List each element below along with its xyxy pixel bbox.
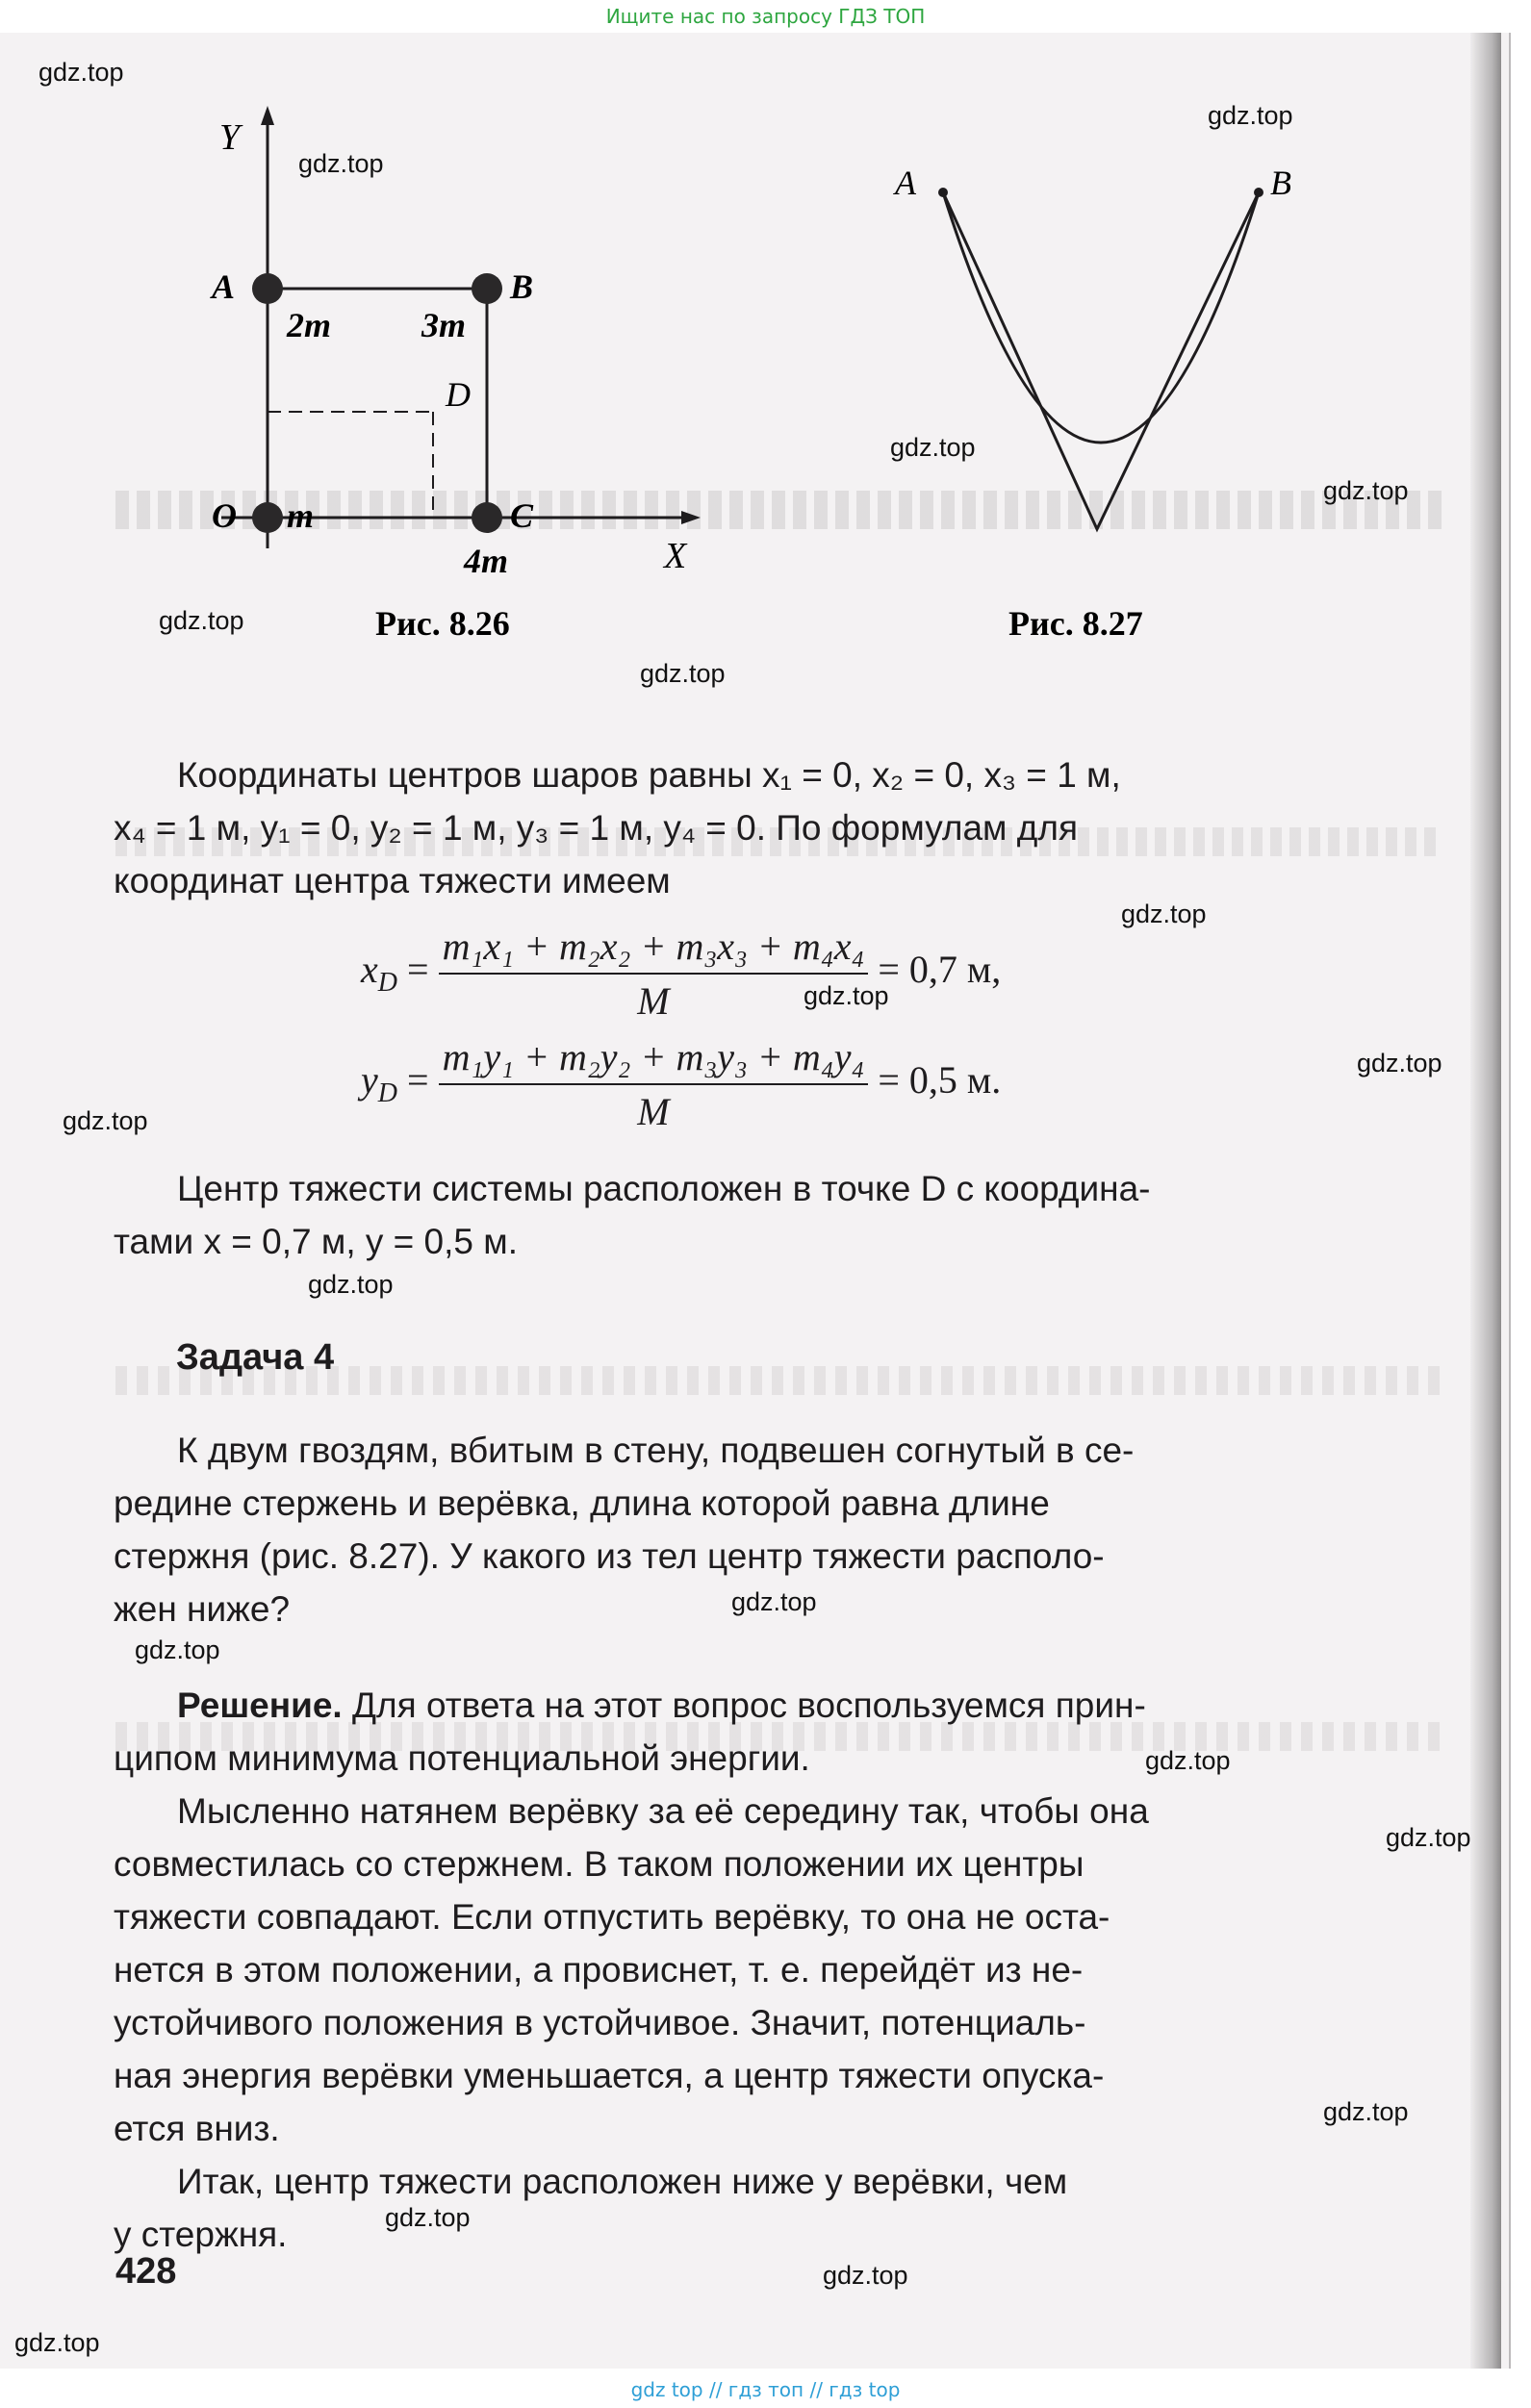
- formula-yd-numerator: m₁y₁ + m₂y₂ + m₃y₃ + m₄y₄: [439, 1034, 869, 1085]
- axis-y-label: Y: [219, 117, 241, 158]
- paragraph-reasoning: [114, 1785, 1386, 2155]
- watermark: gdz.top: [823, 2261, 908, 2290]
- para3-line5: устойчивого положения в устойчивое. Значит, потенциаль-: [114, 2003, 1086, 2042]
- ball-a: [252, 273, 283, 304]
- watermark: gdz.top: [1121, 900, 1207, 928]
- rope: [943, 192, 1259, 443]
- mass-m: m: [287, 496, 315, 535]
- problem-heading: Задача 4: [176, 1337, 335, 1378]
- x-axis-arrow: [681, 511, 701, 524]
- para1-line3: координат центра тяжести имеем: [114, 861, 671, 900]
- top-banner[interactable]: Ищите нас по запросу ГДЗ ТОП: [605, 5, 926, 28]
- watermark: gdz.top: [890, 433, 976, 462]
- watermark: gdz.top: [1323, 476, 1409, 505]
- page-edge: [1470, 33, 1501, 2369]
- point-a-label-827: A: [895, 164, 916, 202]
- figure-8-27: [885, 154, 1366, 654]
- formula-xd: $x_D$ = $\frac{\text{m₁x₁ + m₂x₂ + m₃x₃ + m₄x₄}}{M}$ = 0,7 м,: [361, 925, 1002, 1023]
- watermark: gdz.top: [1208, 101, 1293, 130]
- point-c-label: C: [510, 496, 534, 535]
- formula-yd-denominator: M: [637, 1090, 670, 1133]
- watermark: gdz.top: [640, 659, 726, 688]
- solution-line2: ципом минимума потенциальной энергии.: [114, 1738, 810, 1778]
- solution-line1: Для ответа на этот вопрос воспользуемся прин-: [342, 1686, 1146, 1725]
- problem-line3: стержня (рис. 8.27). У какого из тел центр тяжести располо-: [114, 1536, 1105, 1576]
- para3-line3: тяжести совпадают. Если отпустить верёвку, то она не оста-: [114, 1897, 1110, 1937]
- watermark: gdz.top: [63, 1106, 148, 1135]
- formula-yd-lhs: y: [361, 1058, 378, 1103]
- para2-line1: Центр тяжести системы расположен в точке D с координа-: [177, 1169, 1151, 1208]
- y-axis-arrow: [261, 106, 274, 125]
- watermark: gdz.top: [385, 2203, 471, 2232]
- watermark: gdz.top: [308, 1270, 394, 1299]
- formula-xd-sub: D: [377, 968, 397, 999]
- point-b-label: B: [510, 267, 534, 306]
- formula-xd-denominator: M: [637, 979, 670, 1023]
- para3-line1: Мысленно натянем верёвку за её середину так, чтобы она: [177, 1791, 1149, 1831]
- para3-line6: ная энергия верёвки уменьшается, а центр тяжести опуска-: [114, 2056, 1105, 2095]
- ball-c: [472, 502, 502, 533]
- paragraph-center-of-gravity: [114, 1162, 1386, 1268]
- para2-line2: тами x = 0,7 м, y = 0,5 м.: [114, 1222, 518, 1261]
- page-number: 428: [115, 2251, 177, 2292]
- problem-line2: редине стержень и верёвка, длина которой равна длине: [114, 1483, 1050, 1523]
- para4-line1: Итак, центр тяжести расположен ниже у верёвки, чем: [177, 2162, 1068, 2201]
- para3-line2: совместилась со стержнем. В таком положении их центры: [114, 1844, 1084, 1884]
- formula-yd-result: = 0,5 м.: [878, 1058, 1002, 1103]
- paragraph-coordinates: [114, 748, 1386, 907]
- watermark: gdz.top: [298, 149, 384, 178]
- watermark: gdz.top: [731, 1587, 817, 1616]
- watermark: gdz.top: [135, 1635, 220, 1664]
- watermark: gdz.top: [1323, 2097, 1409, 2126]
- point-d-label: D: [446, 375, 471, 414]
- point-a-label: A: [212, 267, 236, 306]
- caption-fig-8-26: Рис. 8.26: [375, 604, 510, 643]
- caption-fig-8-27: Рис. 8.27: [1008, 604, 1143, 643]
- watermark: gdz.top: [1145, 1746, 1231, 1775]
- para1-line2: x₄ = 1 м, y₁ = 0, y₂ = 1 м, y₃ = 1 м, y₄ = 0. По формулам для: [114, 808, 1078, 848]
- point-o-label: O: [212, 496, 237, 535]
- watermark: gdz.top: [38, 58, 124, 87]
- watermark: gdz.top: [1386, 1823, 1471, 1852]
- solution-label: Решение.: [177, 1686, 343, 1725]
- problem-line4: жен ниже?: [114, 1589, 291, 1629]
- paragraph-conclusion: [114, 2155, 1386, 2261]
- mass-2m: 2m: [287, 306, 332, 344]
- axis-x-label: X: [664, 536, 687, 576]
- problem-line1: К двум гвоздям, вбитым в стену, подвешен согнутый в се-: [177, 1431, 1135, 1470]
- formula-xd-numerator: m₁x₁ + m₂x₂ + m₃x₃ + m₄x₄: [439, 924, 869, 975]
- formula-yd-sub: D: [377, 1078, 397, 1109]
- para4-line2: у стержня.: [114, 2215, 288, 2254]
- watermark: gdz.top: [804, 981, 889, 1010]
- mass-3m: 3m: [421, 306, 467, 344]
- bent-rod: [943, 192, 1259, 529]
- mass-4m: 4m: [464, 542, 509, 580]
- para3-line7: ется вниз.: [114, 2109, 280, 2148]
- watermark: gdz.top: [14, 2328, 100, 2357]
- formula-xd-result: = 0,7 м,: [878, 948, 1002, 992]
- para1-line1: Координаты центров шаров равны x₁ = 0, x₂ = 0, x₃ = 1 м,: [177, 755, 1121, 795]
- ball-b: [472, 273, 502, 304]
- watermark: gdz.top: [1357, 1049, 1442, 1077]
- ball-o: [252, 502, 283, 533]
- formula-yd: $y_D$ = $\frac{\text{m₁y₁ + m₂y₂ + m₃y₃ + m₄y₄}}{M}$ = 0,5 м.: [361, 1035, 1002, 1133]
- bottom-banner[interactable]: gdz top // гдз топ // гдз top: [630, 2378, 901, 2401]
- formula-xd-lhs: x: [361, 948, 378, 992]
- watermark: gdz.top: [159, 606, 244, 635]
- figure-8-26: [192, 106, 770, 664]
- point-b-label-827: B: [1270, 164, 1291, 202]
- para3-line4: нется в этом положении, а провиснет, т. е. перейдёт из не-: [114, 1950, 1084, 1990]
